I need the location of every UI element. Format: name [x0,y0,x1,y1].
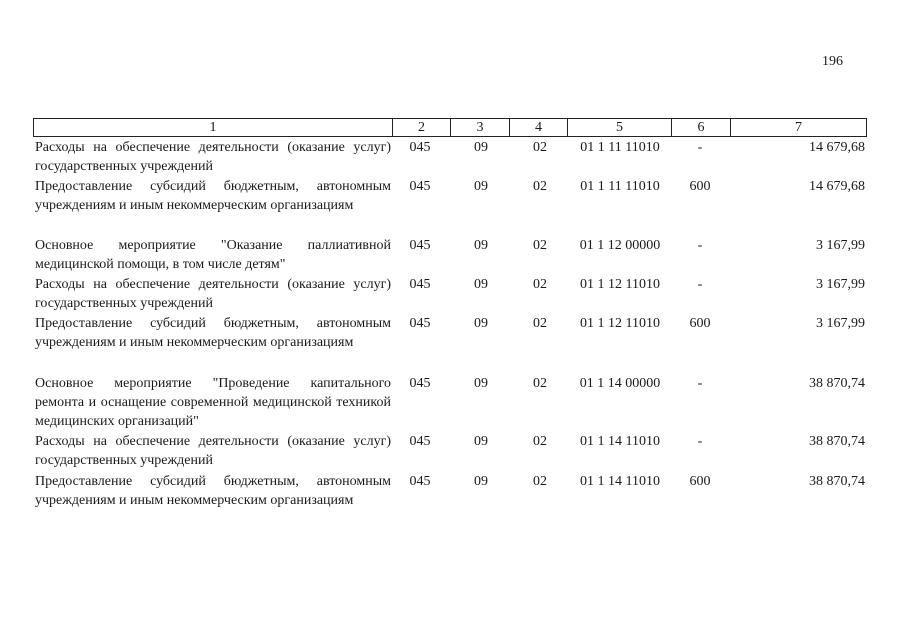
row-col-3: 09 [474,434,488,449]
row-description: Предоставление субсидий бюджетным, автономным учреждениям и иным некоммерческим организациям [35,179,391,213]
row-col-4: 02 [533,434,547,449]
row-col-5: 01 1 14 00000 [579,376,661,391]
row-col-2: 045 [409,434,431,449]
row-col-4: 02 [533,238,547,253]
row-col-6: - [697,277,703,292]
row-col-3: 09 [474,238,488,253]
row-col-5: 01 1 12 11010 [580,316,660,331]
row-col-6: - [697,376,703,391]
header-col-4: 4 [509,119,567,136]
row-col-4: 02 [533,179,547,194]
row-col-2: 045 [409,474,431,489]
row-col-5: 01 1 11 11010 [580,140,660,155]
row-col-2: 045 [409,238,431,253]
row-col-3: 09 [474,179,488,194]
row-col-6: 600 [689,179,711,194]
row-col-7: 38 870,74 [809,474,865,489]
row-col-3: 09 [474,474,488,489]
page-number: 196 [822,54,843,69]
row-col-4: 02 [533,376,547,391]
row-description: Предоставление субсидий бюджетным, автономным учреждениям и иным некоммерческим организациям [35,316,391,350]
row-col-3: 09 [474,140,488,155]
table-header [33,118,867,137]
row-col-7: 3 167,99 [816,316,865,331]
row-col-2: 045 [409,140,431,155]
header-col-2: 2 [392,119,450,136]
row-description: Расходы на обеспечение деятельности (оказание услуг) государственных учреждений [35,277,391,311]
row-col-2: 045 [409,316,431,331]
row-description: Расходы на обеспечение деятельности (оказание услуг) государственных учреждений [35,434,391,468]
header-col-3: 3 [450,119,509,136]
row-col-4: 02 [533,316,547,331]
row-col-5: 01 1 14 11010 [580,474,660,489]
row-description: Предоставление субсидий бюджетным, автономным учреждениям и иным некоммерческим организациям [35,474,391,508]
row-col-6: 600 [689,474,711,489]
row-col-2: 045 [409,277,431,292]
row-col-5: 01 1 12 11010 [580,277,660,292]
row-col-7: 3 167,99 [816,277,865,292]
row-col-4: 02 [533,474,547,489]
row-col-4: 02 [533,140,547,155]
row-col-7: 38 870,74 [809,434,865,449]
row-col-7: 14 679,68 [809,179,865,194]
row-col-5: 01 1 14 11010 [580,434,660,449]
header-col-7: 7 [730,119,866,136]
header-col-6: 6 [671,119,730,136]
row-description: Основное мероприятие "Проведение капитального ремонта и оснащение современной медицинской техникой медицинских организаций" [35,376,391,429]
row-col-7: 38 870,74 [809,376,865,391]
row-col-7: 3 167,99 [816,238,865,253]
row-col-2: 045 [409,179,431,194]
row-col-5: 01 1 11 11010 [580,179,660,194]
header-col-5: 5 [567,119,671,136]
row-col-3: 09 [474,316,488,331]
row-description: Основное мероприятие "Оказание паллиативной медицинской помощи, в том числе детям" [35,238,391,272]
row-col-6: - [697,434,703,449]
row-col-3: 09 [474,277,488,292]
row-col-6: - [697,140,703,155]
row-col-5: 01 1 12 00000 [579,238,661,253]
row-description: Расходы на обеспечение деятельности (оказание услуг) государственных учреждений [35,140,391,174]
row-col-4: 02 [533,277,547,292]
row-col-7: 14 679,68 [809,140,865,155]
row-col-6: 600 [689,316,711,331]
row-col-2: 045 [409,376,431,391]
row-col-3: 09 [474,376,488,391]
header-col-1: 1 [209,120,217,135]
row-col-6: - [697,238,703,253]
